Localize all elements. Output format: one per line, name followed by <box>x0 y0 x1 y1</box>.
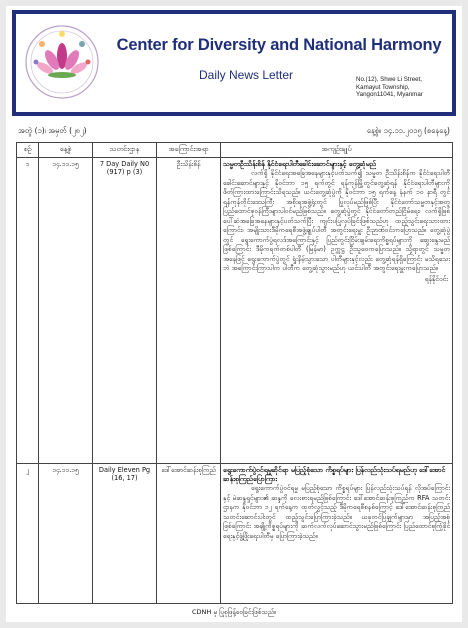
newsletter-title: Daily News Letter <box>198 68 294 82</box>
news-body: လက်ရှိ နိုင်ငံရေးအခြေအနေများနှင့်ပတ်သက်၍ သမ္မတ ဦးသိန်းစိန်က နိုင်ငံရေးပါတီခေါင်းဆောင်များနှင့် နိုဝင်ဘာ ၁၅ ရက်တွင် ရန်ကုန်မြို့တွင်တွေ့ဆုံရန် နိုင်ငံရေးပါတီများကို ဖိတ်ကြားထားကြောင်းသိရသည်။ ယင်းတွေ့ဆုံပွဲကို နိုဝင်ဘာ ၁၅ ရက်နေ့ နံနက် ၁၀ နာရီ တွင် ရန်ကုန်တိုင်းဒေသကြီး အစိုးရအဖွဲ့ရုံးတွင် ပြုလုပ်မည်ဖြစ်ပြီး နိုင်ငံတော်သမ္မတနှင့်အတူ ပြည်ထောင်စုဝန်ကြီးများပါဝင်မည်ဖြစ်သည်။ တွေ့ဆုံပွဲတွင် နိုင်ငံတော်တည်ငြိမ်ရေး၊ လက်ရှိဖြစ်ပေါ်ဆဲအခြေအနေများနှင့်ပတ်သက်ပြီး ကျင်းပပြုလုပ်ခြင်းဖြစ်သည်ဟု ထည့်သွင်းရေးသားထားကြောင်း၊ အမျိုးသားဒီမိုကရေစီအဖွဲ့ချုပ်ပါတီ အတွင်းရေးမှူး ဦးဉာဏ်ဝင်းကပြောသည်။ တွေ့ဆုံပွဲတွင် ရွေးကောက်ပွဲရလဒ်အကြောင်းနှင့် ပြည်တွင်းငြိမ်းချမ်းရေးကိစ္စရပ်များကို ဆွေးနွေးမည်ဖြစ်ကြောင်း ဒီမိုကရက်တစ်ပါတီ (မြန်မာ) ဥက္ကဋ္ဌ ဦးသူဝေကပြောသည်။ သို့ရာတွင် သမ္မတအနေဖြင့် ရွေးကောက်ပွဲတွင် ရှုံးနိမ့်သွားသော ပါတီများနှင့်လည်း တွေ့ဆုံရန်ရှိကြောင်း မသိရသေးဘဲ အကြောင်းကြားပါက ပါတီက တွေ့ဆုံသွားမည်ဟု ယင်းပါတီ အတွင်းရေးမှူးကပြောသည်။ <box>223 169 450 272</box>
news-table <box>16 142 453 604</box>
page-footer: CDNH မှ ပြုစုဖြန့်ဝေခြင်းဖြစ်သည်။ <box>192 608 276 616</box>
row-number: ၂ <box>17 464 39 604</box>
issue-date: နေ့စွဲ။ ၁၄.၁၁.၂၀၁၅ (စနေနေ့) <box>366 126 450 135</box>
newsletter-page <box>6 6 462 622</box>
row-date: ၁၄.၁၁.၁၅ <box>39 158 93 464</box>
col-header-no: စဉ် <box>17 143 39 158</box>
news-headline: သမ္မတဦးသိန်းစိန် နိုင်ငံရေးပါတီခေါင်းဆောင်များနှင့် တွေ့ဆုံမည် <box>223 160 377 168</box>
news-headline: ရွေးကောက်ပွဲဝင်ရမှုဆိုင်ရာ မပြည့်စုံသော ကိစ္စရပ်များ ပြန်လည်သုံးသပ်ရမည်ဟု ဒေါ်အောင်ဆန်းစုကြည်ပြောကြား <box>223 466 446 483</box>
row-number: ၁ <box>17 158 39 464</box>
row-source: Daily Eleven Pg (16, 17) <box>93 464 157 604</box>
col-header-date: နေ့စွဲ <box>39 143 93 158</box>
address-line-2: Kamayut Township, <box>356 83 410 91</box>
issue-meta <box>16 124 452 138</box>
col-header-source: သတင်းဌာန <box>93 143 157 158</box>
cdnh-lotus-logo-icon <box>22 20 102 108</box>
address-line-1: No.(12), Shwe Li Street, <box>356 76 423 83</box>
col-header-summary: အကျဉ်းချုပ် <box>221 143 453 158</box>
table-row <box>17 464 453 604</box>
address <box>356 76 452 99</box>
letterhead <box>12 10 456 116</box>
news-credit: ရန်နိုင်ဝင်း <box>424 274 448 283</box>
row-topic: ဒေါ်အောင်ဆန်းစုကြည် <box>157 464 221 604</box>
table-header-row <box>17 143 453 158</box>
row-summary <box>221 158 453 464</box>
issue-number: အတွဲ (၁)၊ အမှတ် (၂၈၂) <box>18 126 87 135</box>
col-header-topic: အကြောင်းအရာ <box>157 143 221 158</box>
news-body: ရွေးကောက်ပွဲဝင်ရမှု မပြည့်စုံသော ကိစ္စရပ်များ ပြန်လည်သုံးသပ်ရန် လိုအပ်ကြောင်းနှင့် မဲဆန္ဒရှင်များ၏ ဆန္ဒကို လေးစားရမည်ဖြစ်ကြောင်း ဒေါ်အောင်ဆန်းစုကြည်က RFA သတင်းဌာနက နိုဝင်ဘာ ၁၂ ရက်နေ့က ထုတ်လွှင့်သည့် ဒီမိုကရေစီစနစ်ကြောင့် ဒေါ်အောင်ဆန်းစုကြည် သတင်းဆောင်းပါးတွင် ထည့်သွင်းပြောကြားခဲ့သည်။ ယခုတင်ပြချက်များမှာ အပြည့်အစုံဖြစ်ကြောင်း အချို့ကိစ္စရပ်များကို ဆက်လက်လုပ်ဆောင်သွားမည်ဖြစ်ကြောင်း ပြည်ထောင်စုကြံ့ခိုင်ရေးနှင့်ဖွံ့ဖြိုးရေးပါတီမှ ပြောကြားခဲ့သည်။ <box>223 484 450 540</box>
row-topic: ဦးသိန်းစိန် <box>157 158 221 464</box>
organization-name: Center for Diversity and National Harmony <box>116 36 442 54</box>
table-row <box>17 158 453 464</box>
row-date: ၁၄.၁၁.၁၅ <box>39 464 93 604</box>
address-line-3: Yangon11041, Myanmar <box>356 91 423 99</box>
row-summary <box>221 464 453 604</box>
row-source: 7 Day Daily N0 (917) p (3) <box>93 158 157 464</box>
